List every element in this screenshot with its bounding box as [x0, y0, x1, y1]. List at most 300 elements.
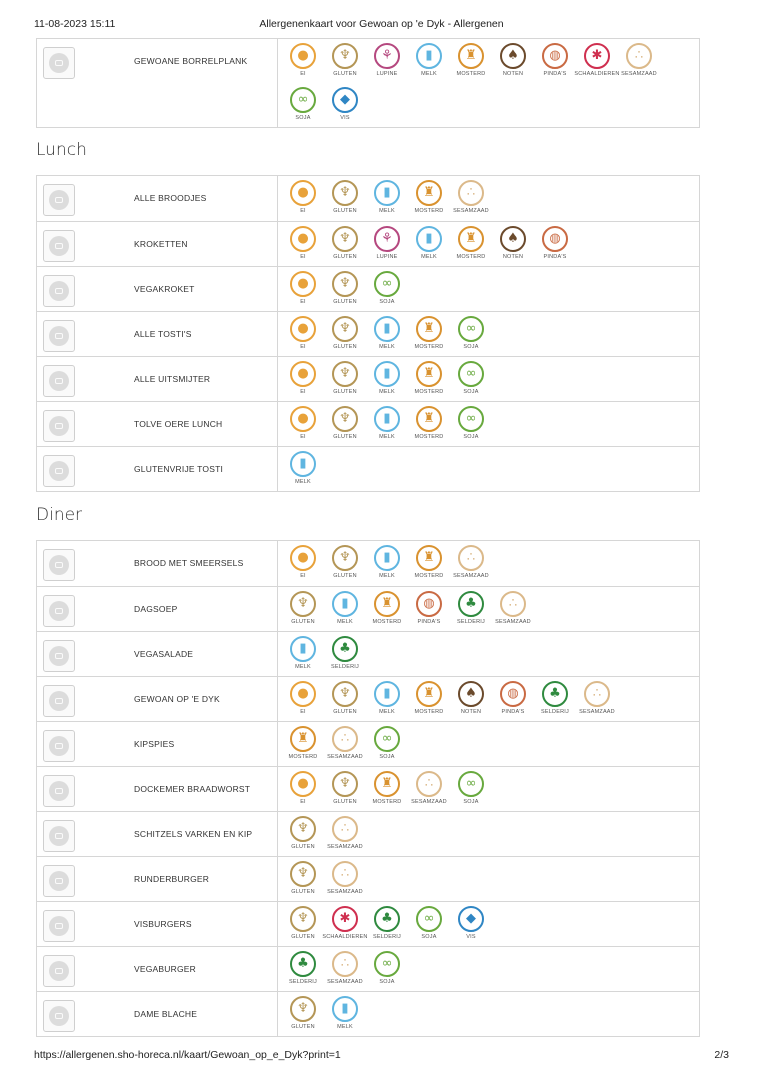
allergen-label: SCHAALDIEREN	[574, 71, 620, 77]
mustard-icon: ♜	[416, 180, 442, 206]
dish-photo-placeholder-icon	[43, 365, 75, 397]
dish-name: DOCKEMER BRAADWORST	[134, 784, 251, 794]
allergen-label: GLUTEN	[291, 934, 315, 940]
dish-name: ALLE BROODJES	[134, 193, 207, 203]
allergen-gluten	[283, 859, 323, 903]
milk-bottle-icon: ▮	[374, 361, 400, 387]
allergen-label: MOSTERD	[456, 71, 486, 77]
allergen-label: MOSTERD	[414, 208, 444, 214]
wheat-icon: ♆	[332, 271, 358, 297]
page-url: https://allergenen.sho-horeca.nl/kaart/Gewoan_op_e_Dyk?print=1	[34, 1049, 341, 1061]
allergen-sesamzaad	[577, 679, 617, 723]
soy-icon: ∞	[458, 406, 484, 432]
allergen-sesamzaad	[325, 814, 365, 858]
allergen-sesamzaad	[451, 543, 491, 587]
soy-icon: ∞	[374, 726, 400, 752]
allergen-label: EI	[300, 299, 306, 305]
peanut-icon: ◍	[500, 681, 526, 707]
milk-bottle-icon: ▮	[374, 545, 400, 571]
lobster-icon: ✱	[332, 906, 358, 932]
soy-icon: ∞	[458, 361, 484, 387]
egg-icon: ●	[290, 316, 316, 342]
dish-photo-placeholder-icon	[43, 549, 75, 581]
sesame-icon: ∴	[584, 681, 610, 707]
camera-icon	[49, 1006, 69, 1026]
wheat-icon: ♆	[332, 43, 358, 69]
sesame-icon: ∴	[458, 180, 484, 206]
milk-bottle-icon: ▮	[416, 226, 442, 252]
soy-icon: ∞	[416, 906, 442, 932]
camera-icon	[49, 736, 69, 756]
allergen-label: GLUTEN	[333, 573, 357, 579]
fish-icon: ◆	[458, 906, 484, 932]
nut-icon: ♠	[500, 226, 526, 252]
allergen-noten	[451, 679, 491, 723]
allergen-label: MELK	[295, 479, 311, 485]
camera-icon	[49, 555, 69, 575]
soy-icon: ∞	[458, 316, 484, 342]
peanut-icon: ◍	[542, 43, 568, 69]
allergen-label: GLUTEN	[333, 799, 357, 805]
allergen-label: SOJA	[421, 934, 437, 940]
milk-bottle-icon: ▮	[374, 406, 400, 432]
allergen-label: SELDERIJ	[457, 619, 485, 625]
dish-photo-placeholder-icon	[43, 865, 75, 897]
allergen-mosterd	[409, 178, 449, 222]
mustard-icon: ♜	[374, 591, 400, 617]
allergen-gluten	[325, 178, 365, 222]
allergen-table	[36, 175, 700, 492]
nut-icon: ♠	[500, 43, 526, 69]
camera-icon	[49, 53, 69, 73]
milk-bottle-icon: ▮	[332, 996, 358, 1022]
allergen-noten	[493, 41, 533, 85]
camera-icon	[49, 371, 69, 391]
dish-photo-placeholder-icon	[43, 955, 75, 987]
allergen-melk	[409, 224, 449, 268]
lupine-icon: ⚘	[374, 226, 400, 252]
allergen-mosterd	[451, 41, 491, 85]
allergen-label: EI	[300, 389, 306, 395]
sesame-icon: ∴	[332, 951, 358, 977]
wheat-icon: ♆	[332, 361, 358, 387]
camera-icon	[49, 961, 69, 981]
egg-icon: ●	[290, 406, 316, 432]
allergen-label: SOJA	[463, 434, 479, 440]
allergen-label: MOSTERD	[414, 344, 444, 350]
allergen-label: GLUTEN	[333, 208, 357, 214]
allergen-mosterd	[409, 314, 449, 358]
allergen-label: EI	[300, 799, 306, 805]
allergen-soja	[367, 949, 407, 993]
sesame-icon: ∴	[500, 591, 526, 617]
allergen-label: NOTEN	[502, 71, 524, 77]
dish-photo-placeholder-icon	[43, 775, 75, 807]
dish-photo-placeholder-icon	[43, 275, 75, 307]
dish-photo-placeholder-icon	[43, 820, 75, 852]
peanut-icon: ◍	[416, 591, 442, 617]
allergen-label: SCHAALDIEREN	[322, 934, 368, 940]
allergen-selderij	[451, 589, 491, 633]
allergen-label: LUPINE	[376, 71, 398, 77]
allergen-label: SESAMZAAD	[327, 844, 363, 850]
milk-bottle-icon: ▮	[290, 451, 316, 477]
wheat-icon: ♆	[290, 996, 316, 1022]
allergen-sesamzaad	[325, 859, 365, 903]
mustard-icon: ♜	[416, 545, 442, 571]
table-row	[37, 856, 699, 901]
dish-name: DAME BLACHE	[134, 1009, 198, 1019]
dish-name: VEGASALADE	[134, 649, 194, 659]
dish-name: KIPSPIES	[134, 739, 175, 749]
allergen-label: EI	[300, 434, 306, 440]
allergen-label: GLUTEN	[333, 344, 357, 350]
milk-bottle-icon: ▮	[332, 591, 358, 617]
dish-photo-placeholder-icon	[43, 685, 75, 717]
milk-bottle-icon: ▮	[290, 636, 316, 662]
dish-name: RUNDERBURGER	[134, 874, 210, 884]
allergen-melk	[367, 314, 407, 358]
allergen-ei	[283, 543, 323, 587]
allergen-label: NOTEN	[460, 709, 482, 715]
allergen-table	[36, 38, 700, 128]
milk-bottle-icon: ▮	[374, 681, 400, 707]
mustard-icon: ♜	[416, 361, 442, 387]
allergen-label: SOJA	[463, 389, 479, 395]
allergen-ei	[283, 269, 323, 313]
allergen-label: SOJA	[379, 299, 395, 305]
allergen-gluten	[325, 543, 365, 587]
egg-icon: ●	[290, 545, 316, 571]
allergen-gluten	[325, 769, 365, 813]
allergen-label: SESAMZAAD	[411, 799, 447, 805]
milk-bottle-icon: ▮	[374, 180, 400, 206]
allergen-melk	[367, 178, 407, 222]
table-row	[37, 266, 699, 311]
table-row	[37, 631, 699, 676]
camera-icon	[49, 416, 69, 436]
allergen-gluten	[283, 994, 323, 1038]
wheat-icon: ♆	[290, 861, 316, 887]
mustard-icon: ♜	[416, 316, 442, 342]
allergen-label: MELK	[379, 709, 395, 715]
dish-name: ALLE TOSTI'S	[134, 329, 192, 339]
soy-icon: ∞	[458, 771, 484, 797]
wheat-icon: ♆	[332, 226, 358, 252]
allergen-gluten	[283, 814, 323, 858]
page-number: 2/3	[714, 1049, 729, 1061]
dish-photo-placeholder-icon	[43, 1000, 75, 1032]
table-row	[37, 541, 699, 586]
allergen-label: MOSTERD	[288, 754, 318, 760]
allergen-ei	[283, 769, 323, 813]
cell-divider	[277, 176, 278, 221]
allergen-selderij	[283, 949, 323, 993]
mustard-icon: ♜	[416, 681, 442, 707]
allergen-gluten	[325, 41, 365, 85]
allergen-label: MOSTERD	[414, 434, 444, 440]
table-row	[37, 446, 699, 491]
mustard-icon: ♜	[416, 406, 442, 432]
allergen-label: GLUTEN	[333, 254, 357, 260]
dish-photo-placeholder-icon	[43, 410, 75, 442]
nut-icon: ♠	[458, 681, 484, 707]
dish-name: GEWOANE BORRELPLANK	[134, 56, 248, 66]
dish-name: KROKETTEN	[134, 239, 188, 249]
milk-bottle-icon: ▮	[374, 316, 400, 342]
allergen-melk	[283, 634, 323, 678]
dish-photo-placeholder-icon	[43, 47, 75, 79]
wheat-icon: ♆	[332, 681, 358, 707]
allergen-melk	[409, 41, 449, 85]
dish-name: GLUTENVRIJE TOSTI	[134, 464, 224, 474]
celery-icon: ♣	[374, 906, 400, 932]
table-row	[37, 721, 699, 766]
allergen-selderij	[535, 679, 575, 723]
allergen-label: SESAMZAAD	[579, 709, 615, 715]
cell-divider	[277, 541, 278, 586]
table-row	[37, 946, 699, 991]
sesame-icon: ∴	[332, 726, 358, 752]
table-row	[37, 221, 699, 266]
section-title-diner: Diner	[36, 505, 83, 525]
dish-name: GEWOAN OP 'E DYK	[134, 694, 220, 704]
dish-name: VISBURGERS	[134, 919, 192, 929]
allergen-label: PINDA'S	[417, 619, 441, 625]
egg-icon: ●	[290, 180, 316, 206]
allergen-label: SOJA	[295, 115, 311, 121]
allergen-schaaldieren	[574, 41, 620, 85]
lobster-icon: ✱	[584, 43, 610, 69]
allergen-label: GLUTEN	[333, 389, 357, 395]
allergen-soja	[367, 724, 407, 768]
allergen-label: MELK	[337, 619, 353, 625]
peanut-icon: ◍	[542, 226, 568, 252]
wheat-icon: ♆	[290, 591, 316, 617]
celery-icon: ♣	[542, 681, 568, 707]
allergen-label: NOTEN	[502, 254, 524, 260]
allergen-gluten	[325, 679, 365, 723]
allergen-label: SESAMZAAD	[327, 979, 363, 985]
dish-name: DAGSOEP	[134, 604, 178, 614]
table-row	[37, 676, 699, 721]
celery-icon: ♣	[290, 951, 316, 977]
allergen-gluten	[283, 904, 323, 948]
allergen-lupine	[367, 41, 407, 85]
table-row	[37, 311, 699, 356]
allergen-label: GLUTEN	[333, 71, 357, 77]
sesame-icon: ∴	[332, 816, 358, 842]
allergen-noten	[493, 224, 533, 268]
allergen-label: GLUTEN	[291, 889, 315, 895]
sesame-icon: ∴	[332, 861, 358, 887]
allergen-label: GLUTEN	[291, 844, 315, 850]
camera-icon	[49, 281, 69, 301]
allergen-label: MELK	[379, 344, 395, 350]
allergen-label: EI	[300, 208, 306, 214]
dish-name: VEGAKROKET	[134, 284, 195, 294]
allergen-sesamzaad	[451, 178, 491, 222]
allergen-label: SESAMZAAD	[327, 754, 363, 760]
allergen-selderij	[367, 904, 407, 948]
allergen-soja	[451, 359, 491, 403]
allergen-gluten	[325, 314, 365, 358]
allergen-label: SESAMZAAD	[453, 208, 489, 214]
allergen-label: PINDA'S	[543, 254, 567, 260]
allergen-label: MOSTERD	[414, 709, 444, 715]
allergen-pinda-s	[535, 224, 575, 268]
allergen-melk	[367, 404, 407, 448]
camera-icon	[49, 646, 69, 666]
egg-icon: ●	[290, 43, 316, 69]
allergen-soja	[451, 769, 491, 813]
allergen-sesamzaad	[409, 769, 449, 813]
camera-icon	[49, 691, 69, 711]
camera-icon	[49, 326, 69, 346]
dish-photo-placeholder-icon	[43, 184, 75, 216]
allergen-label: SESAMZAAD	[621, 71, 657, 77]
allergen-label: GLUTEN	[291, 1024, 315, 1030]
allergen-label: MOSTERD	[414, 389, 444, 395]
allergen-label: MELK	[379, 434, 395, 440]
dish-name: TOLVE OERE LUNCH	[134, 419, 223, 429]
allergen-label: MELK	[379, 389, 395, 395]
page-title: Allergenenkaart voor Gewoan op 'e Dyk - Allergenen	[259, 18, 504, 30]
allergen-ei	[283, 359, 323, 403]
allergen-label: MELK	[337, 1024, 353, 1030]
fish-icon: ◆	[332, 87, 358, 113]
camera-icon	[49, 826, 69, 846]
table-row	[37, 811, 699, 856]
wheat-icon: ♆	[332, 316, 358, 342]
allergen-label: MELK	[295, 664, 311, 670]
dish-photo-placeholder-icon	[43, 730, 75, 762]
dish-name: ALLE UITSMIJTER	[134, 374, 211, 384]
allergen-label: MOSTERD	[372, 799, 402, 805]
allergen-label: SOJA	[379, 979, 395, 985]
table-row	[37, 39, 699, 127]
allergen-gluten	[283, 589, 323, 633]
milk-bottle-icon: ▮	[416, 43, 442, 69]
allergen-gluten	[325, 404, 365, 448]
table-row	[37, 766, 699, 811]
allergen-soja	[451, 314, 491, 358]
allergen-mosterd	[409, 404, 449, 448]
dish-name: VEGABURGER	[134, 964, 196, 974]
camera-icon	[49, 461, 69, 481]
allergen-label: VIS	[466, 934, 476, 940]
allergen-label: SOJA	[463, 799, 479, 805]
allergen-lupine	[367, 224, 407, 268]
table-row	[37, 176, 699, 221]
allergen-soja	[367, 269, 407, 313]
allergen-label: SELDERIJ	[373, 934, 401, 940]
dish-photo-placeholder-icon	[43, 910, 75, 942]
camera-icon	[49, 781, 69, 801]
allergen-label: GLUTEN	[333, 299, 357, 305]
allergen-melk	[367, 543, 407, 587]
allergen-vis	[451, 904, 491, 948]
allergen-label: PINDA'S	[501, 709, 525, 715]
wheat-icon: ♆	[332, 406, 358, 432]
table-row	[37, 401, 699, 446]
sesame-icon: ∴	[416, 771, 442, 797]
allergen-mosterd	[367, 589, 407, 633]
wheat-icon: ♆	[332, 771, 358, 797]
allergen-melk	[283, 449, 323, 493]
allergen-label: MELK	[379, 573, 395, 579]
allergen-label: SELDERIJ	[541, 709, 569, 715]
wheat-icon: ♆	[332, 545, 358, 571]
allergen-label: GLUTEN	[333, 709, 357, 715]
egg-icon: ●	[290, 271, 316, 297]
allergen-label: EI	[300, 573, 306, 579]
allergen-label: SESAMZAAD	[327, 889, 363, 895]
allergen-mosterd	[451, 224, 491, 268]
allergen-sesamzaad	[493, 589, 533, 633]
allergen-label: EI	[300, 344, 306, 350]
soy-icon: ∞	[374, 951, 400, 977]
allergen-pinda-s	[535, 41, 575, 85]
camera-icon	[49, 236, 69, 256]
allergen-ei	[283, 679, 323, 723]
allergen-ei	[283, 404, 323, 448]
cell-divider	[277, 39, 278, 127]
allergen-gluten	[325, 269, 365, 313]
camera-icon	[49, 190, 69, 210]
sesame-icon: ∴	[626, 43, 652, 69]
egg-icon: ●	[290, 681, 316, 707]
print-header	[0, 18, 763, 32]
allergen-label: SOJA	[463, 344, 479, 350]
wheat-icon: ♆	[332, 180, 358, 206]
mustard-icon: ♜	[290, 726, 316, 752]
wheat-icon: ♆	[290, 906, 316, 932]
allergen-melk	[325, 589, 365, 633]
allergen-label: EI	[300, 71, 306, 77]
celery-icon: ♣	[458, 591, 484, 617]
egg-icon: ●	[290, 771, 316, 797]
allergen-ei	[283, 178, 323, 222]
allergen-soja	[283, 85, 323, 129]
allergen-label: EI	[300, 709, 306, 715]
allergen-table	[36, 540, 700, 1037]
allergen-sesamzaad	[325, 724, 365, 768]
allergen-label: MELK	[421, 254, 437, 260]
allergen-vis	[325, 85, 365, 129]
allergen-soja	[451, 404, 491, 448]
dish-photo-placeholder-icon	[43, 455, 75, 487]
dish-photo-placeholder-icon	[43, 640, 75, 672]
allergen-mosterd	[409, 543, 449, 587]
allergen-label: EI	[300, 254, 306, 260]
allergen-pinda-s	[409, 589, 449, 633]
allergen-melk	[325, 994, 365, 1038]
allergen-melk	[367, 679, 407, 723]
allergen-schaaldieren	[322, 904, 368, 948]
mustard-icon: ♜	[458, 43, 484, 69]
dish-photo-placeholder-icon	[43, 230, 75, 262]
allergen-ei	[283, 314, 323, 358]
allergen-sesamzaad	[325, 949, 365, 993]
camera-icon	[49, 601, 69, 621]
table-row	[37, 901, 699, 946]
allergen-label: SELDERIJ	[331, 664, 359, 670]
allergen-label: SELDERIJ	[289, 979, 317, 985]
allergen-mosterd	[283, 724, 323, 768]
allergen-label: MOSTERD	[456, 254, 486, 260]
allergen-mosterd	[409, 359, 449, 403]
